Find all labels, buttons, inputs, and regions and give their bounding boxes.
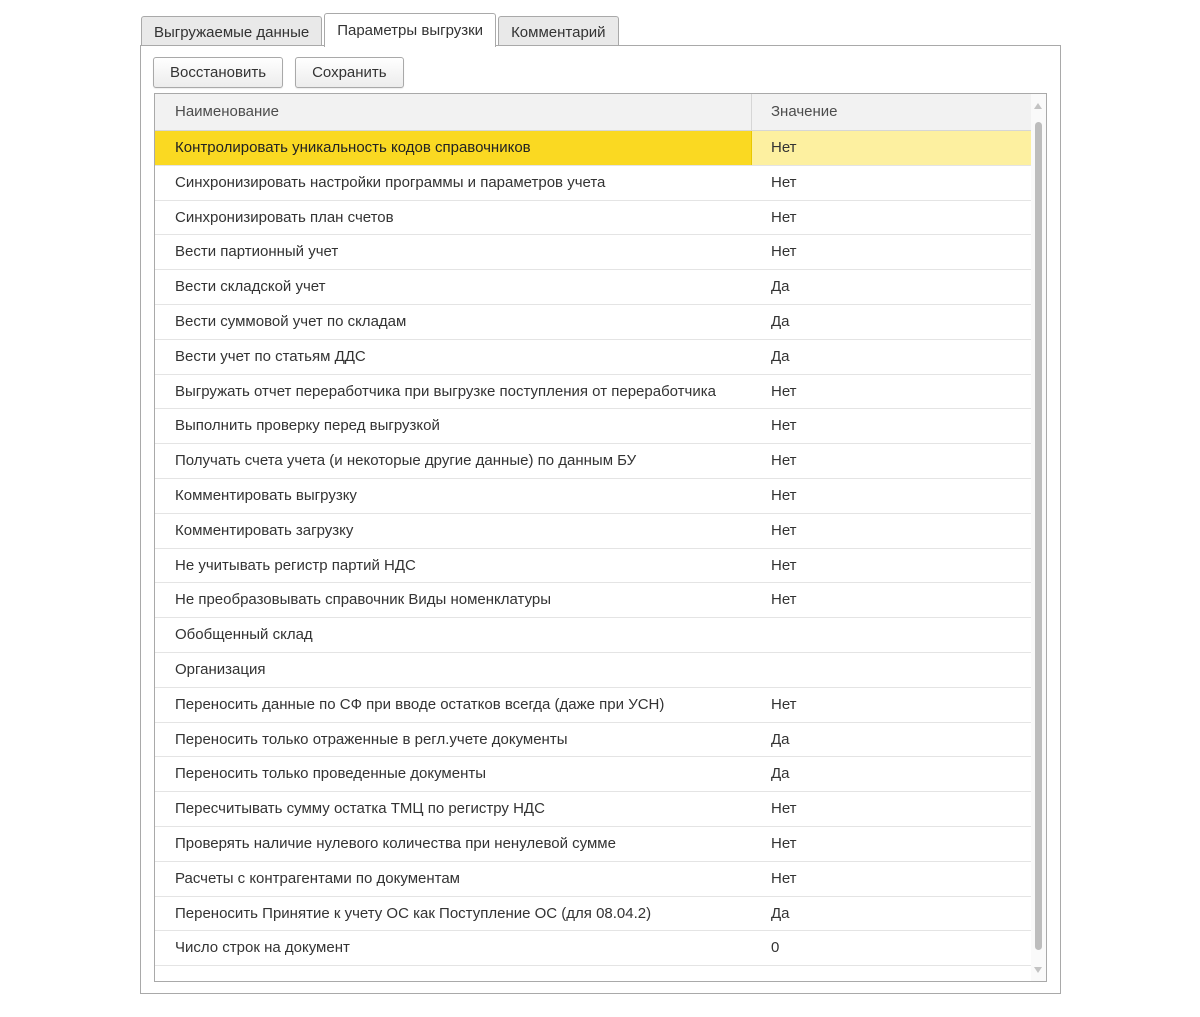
parameter-value-cell[interactable]: Нет: [752, 131, 1031, 165]
parameter-value-cell[interactable]: Нет: [771, 521, 797, 539]
parameter-name-cell[interactable]: Переносить Принятие к учету ОС как Поступление ОС (для 08.04.2): [175, 904, 652, 922]
table-row[interactable]: [155, 375, 1031, 410]
parameter-name-cell[interactable]: Вести складской учет: [175, 278, 326, 296]
parameter-name-cell[interactable]: Не преобразовывать справочник Виды номенклатуры: [175, 591, 552, 609]
parameter-value-cell[interactable]: Нет: [771, 382, 797, 400]
parameter-name-cell[interactable]: Переносить только отраженные в регл.учете документы: [175, 730, 568, 748]
parameter-value-cell[interactable]: Нет: [771, 695, 797, 713]
parameter-name-cell[interactable]: Число строк на документ: [175, 939, 350, 957]
table-body: [155, 131, 1031, 966]
parameter-name-cell[interactable]: Вести партионный учет: [175, 243, 339, 261]
parameter-value-cell[interactable]: Нет: [771, 452, 797, 470]
parameter-name-cell[interactable]: Расчеты с контрагентами по документам: [175, 869, 460, 887]
restore-button[interactable]: Восстановить: [153, 57, 283, 88]
table-row[interactable]: [155, 340, 1031, 375]
table-row[interactable]: [155, 235, 1031, 270]
scroll-down-icon[interactable]: [1034, 967, 1042, 973]
table-row[interactable]: [155, 514, 1031, 549]
parameter-value-cell[interactable]: [752, 618, 1031, 652]
parameter-value-cell[interactable]: Нет: [771, 417, 797, 435]
toolbar: [153, 57, 404, 88]
parameter-value-cell[interactable]: [752, 653, 1031, 687]
tab-comment[interactable]: Комментарий: [498, 16, 618, 47]
table-row[interactable]: [155, 862, 1031, 897]
parameter-name-cell[interactable]: Комментировать выгрузку: [175, 486, 357, 504]
tab-export-parameters[interactable]: Параметры выгрузки: [324, 13, 496, 47]
parameter-value-cell[interactable]: Да: [771, 312, 790, 330]
save-button[interactable]: Сохранить: [295, 57, 404, 88]
column-header-name[interactable]: Наименование: [155, 94, 752, 130]
parameter-value-cell[interactable]: Да: [771, 904, 790, 922]
parameter-name-cell[interactable]: Проверять наличие нулевого количества при ненулевой сумме: [175, 834, 616, 852]
parameter-name-cell[interactable]: Обобщенный склад: [175, 626, 313, 644]
table-row[interactable]: [155, 723, 1031, 758]
parameter-name-cell[interactable]: Контролировать уникальность кодов справочников: [155, 131, 752, 165]
scroll-up-icon[interactable]: [1034, 103, 1042, 109]
parameter-name-cell[interactable]: Вести учет по статьям ДДС: [175, 347, 366, 365]
tab-panel: [140, 45, 1061, 994]
table-row[interactable]: [155, 792, 1031, 827]
parameter-value-cell[interactable]: Нет: [771, 591, 797, 609]
scrollbar-thumb[interactable]: [1035, 122, 1042, 950]
table-row[interactable]: [155, 479, 1031, 514]
table-header: [155, 94, 1031, 131]
table-row[interactable]: [155, 201, 1031, 236]
table-row[interactable]: [155, 270, 1031, 305]
parameter-name-cell[interactable]: Не учитывать регистр партий НДС: [175, 556, 416, 574]
table-row[interactable]: [155, 897, 1031, 932]
column-header-value[interactable]: Значение: [771, 103, 838, 120]
parameter-name-cell[interactable]: Переносить только проведенные документы: [175, 765, 487, 783]
tab-exported-data[interactable]: Выгружаемые данные: [141, 16, 322, 47]
parameter-value-cell[interactable]: Нет: [771, 869, 797, 887]
table-row[interactable]: [155, 409, 1031, 444]
parameters-table: [154, 93, 1047, 982]
table-row[interactable]: [155, 618, 1031, 653]
parameter-value-cell[interactable]: Нет: [771, 834, 797, 852]
parameter-value-cell[interactable]: Да: [771, 765, 790, 783]
table-row[interactable]: [155, 653, 1031, 688]
table-row[interactable]: [155, 827, 1031, 862]
tab-bar: [141, 13, 621, 47]
table-row[interactable]: [155, 444, 1031, 479]
parameter-name-cell[interactable]: Комментировать загрузку: [175, 521, 354, 539]
table-row[interactable]: [155, 166, 1031, 201]
table-row[interactable]: [155, 931, 1031, 966]
table-row[interactable]: [155, 549, 1031, 584]
parameter-value-cell[interactable]: Да: [771, 347, 790, 365]
parameter-name-cell[interactable]: Выполнить проверку перед выгрузкой: [175, 417, 440, 435]
table-row[interactable]: [155, 583, 1031, 618]
parameter-value-cell[interactable]: Нет: [771, 556, 797, 574]
table-row[interactable]: [155, 688, 1031, 723]
table-row[interactable]: [155, 757, 1031, 792]
parameter-name-cell[interactable]: Вести суммовой учет по складам: [175, 312, 407, 330]
parameter-name-cell[interactable]: Переносить данные по СФ при вводе остатков всегда (даже при УСН): [175, 695, 665, 713]
parameter-name-cell[interactable]: Организация: [175, 660, 266, 678]
parameter-value-cell[interactable]: Нет: [771, 800, 797, 818]
parameter-name-cell[interactable]: Синхронизировать план счетов: [175, 208, 394, 226]
parameter-value-cell[interactable]: 0: [771, 939, 780, 957]
parameter-value-cell[interactable]: Нет: [771, 243, 797, 261]
parameter-value-cell[interactable]: Да: [771, 730, 790, 748]
parameter-name-cell[interactable]: Получать счета учета (и некоторые другие данные) по данным БУ: [175, 452, 637, 470]
parameter-name-cell[interactable]: Синхронизировать настройки программы и параметров учета: [175, 173, 606, 191]
parameter-name-cell[interactable]: Выгружать отчет переработчика при выгрузке поступления от переработчика: [175, 382, 716, 400]
table-row[interactable]: [155, 305, 1031, 340]
parameter-value-cell[interactable]: Нет: [771, 486, 797, 504]
parameter-value-cell[interactable]: Нет: [771, 173, 797, 191]
parameter-value-cell[interactable]: Да: [771, 278, 790, 296]
parameter-name-cell[interactable]: Пересчитывать сумму остатка ТМЦ по регистру НДС: [175, 800, 545, 818]
parameter-value-cell[interactable]: Нет: [771, 208, 797, 226]
vertical-scrollbar[interactable]: [1031, 94, 1046, 981]
table-row[interactable]: [155, 131, 1031, 166]
